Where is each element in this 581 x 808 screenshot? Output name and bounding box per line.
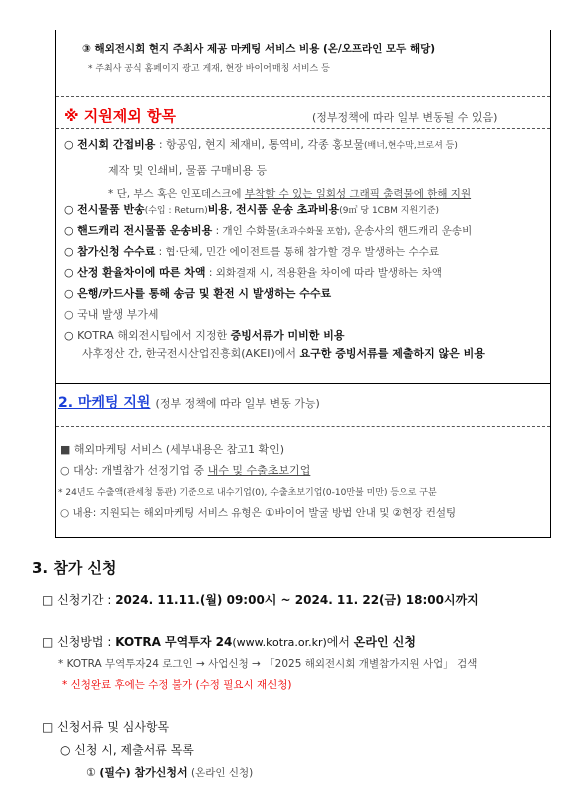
- exclusion-item-5: [64, 264, 442, 280]
- exclusion-item-3: [64, 222, 472, 238]
- item-small: (배너,현수막,브로셔 등): [364, 141, 458, 151]
- note-text: * 단, 부스 혹은 인포데스크에: [108, 188, 245, 200]
- method-bold: 온라인 신청: [353, 635, 416, 649]
- item-text: KOTRA 해외전시팀에서 지정한: [77, 329, 231, 342]
- marketing-line-4: ○ 내용: 지원되는 해외마케팅 서비스 유형은 ①바이어 발굴 방법 안내 및 ②현장 컨설팅: [60, 507, 457, 519]
- bullet: ○: [64, 245, 74, 258]
- item-text: 사후정산 간, 한국전시산업진흥회(AKEI)에서: [82, 347, 300, 360]
- exclusion-item-1-cont: 제작 및 인쇄비, 물품 구매비용 등: [108, 164, 268, 177]
- method-bold: KOTRA 무역투자 24: [115, 635, 233, 649]
- item3-note: * 주최사 공식 홈페이지 광고 게재, 현장 바이어매칭 서비스 등: [88, 64, 330, 74]
- item-bold: 전시회 간접비용: [77, 138, 156, 151]
- item-bold: 증빙서류가 미비한 비용: [230, 329, 345, 342]
- exclusion-item-1: [64, 136, 458, 152]
- item-text: : 항공임, 현지 체재비, 통역비, 각종 홍보물: [155, 138, 365, 151]
- application-method: [42, 633, 416, 650]
- docs-sub: ○ 신청 시, 제출서류 목록: [60, 743, 194, 757]
- item-num: ①: [86, 766, 100, 779]
- bullet: ○: [64, 287, 74, 300]
- item-bold: 핸드캐리 전시물품 운송비용: [77, 224, 213, 237]
- bullet: ○: [64, 203, 74, 216]
- item-bold: 참가신청 수수료: [77, 245, 156, 258]
- application-heading: 3. 참가 신청: [32, 559, 117, 577]
- item-text: 국내 발생 부가세: [77, 308, 159, 321]
- exclusion-item-1-note: [108, 186, 471, 201]
- exclusion-item-6: [64, 285, 331, 301]
- item-small: (수입 : Return): [144, 206, 208, 216]
- marketing-line-3: * 24년도 수출액(관세청 통관) 기준으로 내수기업(0), 수출초보기업(0-10만불 미만) 등으로 구분: [58, 488, 437, 498]
- exclusion-item-8: [64, 327, 345, 343]
- bullet: ○: [64, 138, 74, 151]
- exclusions-title: ※ 지원제외 항목: [64, 107, 176, 125]
- item-bold: 전시품 운송 초과비용: [236, 203, 340, 216]
- marketing-title: 2. 마케팅 지원: [58, 395, 151, 411]
- bullet: ○: [64, 266, 74, 279]
- bullet: ○: [64, 329, 74, 342]
- exclusion-item-8-cont: [82, 345, 485, 361]
- exclusion-item-7: [64, 306, 158, 322]
- item-sep: ,: [229, 203, 236, 216]
- item-bold: 요구한 증빙서류를 제출하지 않은 비용: [299, 347, 485, 360]
- item-bold: 은행/카드사를 통해 송금 및 환전 시 발생하는 수수료: [77, 287, 332, 300]
- method-label: □ 신청방법 :: [42, 635, 116, 649]
- item-bold: 전시물품 반송: [77, 203, 145, 216]
- marketing-subtitle: (정부 정책에 따라 일부 변동 가능): [155, 397, 320, 410]
- method-mid: 에서: [326, 635, 354, 649]
- item-small: (9㎥ 당 1CBM 지원기준): [339, 206, 440, 216]
- line-underlined: 내수 및 수출초보기업: [207, 464, 311, 477]
- item-small: (초과수화물 포함): [276, 227, 348, 237]
- marketing-line-1: ■ 해외마케팅 서비스 (세부내용은 참고1 확인): [60, 443, 285, 456]
- application-docs: □ 신청서류 및 심사항목: [42, 720, 170, 734]
- exclusion-item-4: [64, 243, 439, 259]
- item3-title: ③ 해외전시회 현지 주최사 제공 마케팅 서비스 비용 (온/오프라인 모두 해당): [82, 43, 436, 55]
- divider: [56, 96, 550, 97]
- item-bold: (필수) 참가신청서: [99, 766, 188, 779]
- bullet: ○: [64, 224, 74, 237]
- exclusions-subtitle: (정부정책에 따라 일부 변동될 수 있음): [312, 111, 498, 124]
- marketing-line-2: [60, 462, 310, 478]
- item-text: , 운송사의 핸드캐리 운송비: [347, 225, 473, 237]
- exclusion-item-2: [64, 201, 439, 217]
- application-period: [42, 591, 479, 608]
- item-bold: 비용: [207, 203, 229, 216]
- item-note: (온라인 신청): [187, 767, 254, 779]
- item-text: : 외화결재 시, 적용환율 차이에 따라 발생하는 차액: [205, 267, 442, 279]
- divider: [56, 426, 550, 427]
- line-text: ○ 대상: 개별참가 선정기업 중: [60, 464, 208, 477]
- item-bold: 산정 환율차이에 따른 차액: [77, 266, 206, 279]
- bullet: ○: [64, 308, 74, 321]
- marketing-heading: [58, 392, 320, 412]
- docs-item-1: [86, 764, 253, 780]
- method-note: * KOTRA 무역투자24 로그인 → 사업신청 → 「2025 해외전시회 개별참가지원 사업」 검색: [58, 658, 478, 670]
- method-warning: * 신청완료 후에는 수정 불가 (수정 필요시 재신청): [62, 679, 292, 691]
- item-text: : 협·단체, 민간 에이전트를 통해 참가할 경우 발생하는 수수료: [155, 246, 440, 258]
- period-value: 2024. 11.11.(월) 09:00시 ~ 2024. 11. 22(금) 18:00시까지: [115, 593, 479, 607]
- kotra-url: (www.kotra.or.kr): [232, 636, 327, 649]
- period-label: □ 신청기간 :: [42, 593, 116, 607]
- divider: [56, 128, 550, 129]
- note-underlined: 부착할 수 있는 일회성 그래픽 출력물에 한해 지원: [244, 188, 472, 200]
- item-text: : 개인 수화물: [212, 225, 277, 237]
